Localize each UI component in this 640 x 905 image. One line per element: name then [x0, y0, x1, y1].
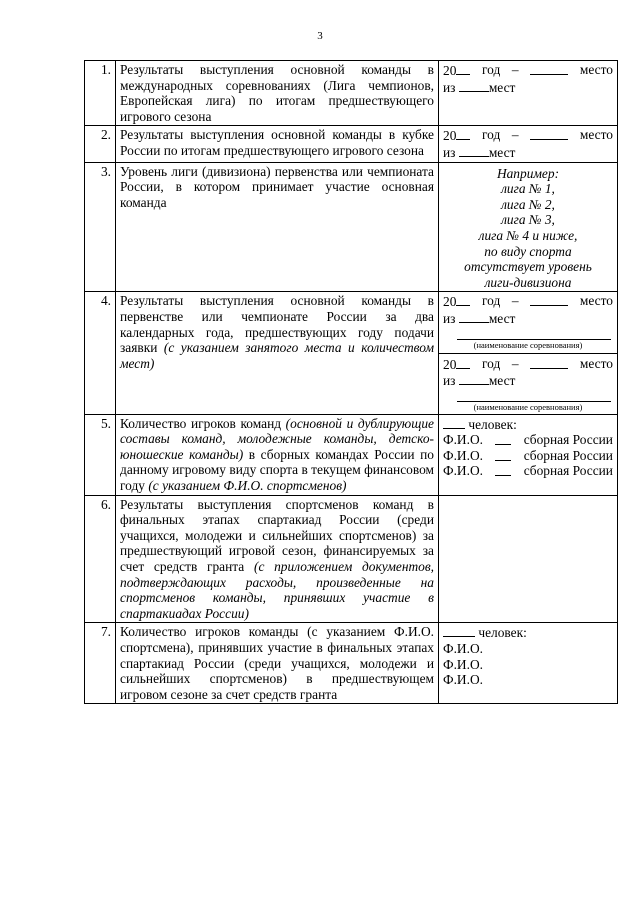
- row-number: 7.: [85, 623, 116, 704]
- table-row: [85, 495, 618, 623]
- league-example: Например: лига № 1, лига № 2, лига № 3, лига № 4 и ниже, по виду спорта отсутствует уровень лиги-дивизиона: [464, 165, 592, 290]
- year-place-line: 20 год – место: [443, 355, 613, 372]
- row-description: Результаты выступления спортсменов команд в финальных этапах спартакиад России (среди учащихся, молодежи и сильнейших спортсменов) за предшествующий игровой сезон, финансируемых за счет средств гранта (с приложением документов, подтверждающих расходы, произведенные на спортсменов команды, принявших участие в спартакиадах России): [116, 495, 439, 623]
- fio-line: Ф.И.О. сборная России: [443, 432, 613, 448]
- row-description: Количество игроков команды (с указанием Ф.И.О. спортсмена), принявших участие в финальных этапах спартакиад России (среди учащихся, молодежи и сильнейших спортсменов) в предшествующем игровом сезоне за счет средств гранта: [116, 623, 439, 704]
- row-value: [439, 126, 618, 162]
- of-places-line: из мест: [443, 310, 516, 326]
- row-number: 2.: [85, 126, 116, 162]
- table-row: [85, 414, 618, 495]
- row-number: 1.: [85, 61, 116, 126]
- row-value: [439, 162, 618, 292]
- table-row: [85, 126, 618, 162]
- sub-divider: [439, 353, 617, 354]
- row-value: [439, 414, 618, 495]
- row-description: Результаты выступления основной команды в международных соревнованиях (Лига чемпионов, Европейская лига) по итогам предшествующего игрового сезона: [116, 61, 439, 126]
- year-place-line: 20 год – место: [443, 62, 613, 78]
- competition-name-line: [457, 389, 611, 402]
- fio-line: Ф.И.О. сборная России: [443, 447, 613, 463]
- table-row: [85, 162, 618, 292]
- of-places-line: из мест: [443, 79, 516, 95]
- table-row: [85, 292, 618, 414]
- row-number: 4.: [85, 292, 116, 414]
- competition-name-caption: (наименование соревнования): [473, 401, 583, 412]
- form-table: [84, 60, 618, 704]
- fio-line: Ф.И.О.: [443, 656, 483, 672]
- people-count-line: человек:: [443, 624, 613, 641]
- year-place-line: 20 год – место: [443, 293, 613, 310]
- table-row: [85, 623, 618, 704]
- row-description: Уровень лиги (дивизиона) первенства или чемпионата России, в котором принимает участие основная команда: [116, 162, 439, 292]
- row-description: Результаты выступления основной команды в кубке России по итогам предшествующего игрового сезона: [116, 126, 439, 162]
- row-number: 5.: [85, 414, 116, 495]
- row-value: [439, 61, 618, 126]
- row-description: Количество игроков команд (основной и дублирующие составы команд, молодежные команды, детско-юношеские команды) в сборных командах России по данному игровому виду спорта в текущем финансовом году (с указанием Ф.И.О. спортсменов): [116, 414, 439, 495]
- of-places-line: из мест: [443, 373, 516, 389]
- fio-line: Ф.И.О. сборная России: [443, 463, 613, 479]
- row-number: 3.: [85, 162, 116, 292]
- page-number: 3: [317, 30, 323, 42]
- competition-name-line: [457, 327, 611, 340]
- row-value: [439, 292, 618, 414]
- competition-name-caption: (наименование соревнования): [473, 339, 583, 350]
- row-value: [439, 495, 618, 623]
- people-count-line: человек:: [443, 416, 613, 433]
- fio-line: Ф.И.О.: [443, 672, 483, 688]
- row-description: Результаты выступления основной команды в первенстве или чемпионате России за два календарных года, предшествующих году подачи заявки (с указанием занятого места и количеством мест): [116, 292, 439, 414]
- of-places-line: из мест: [443, 144, 516, 160]
- row-value: [439, 623, 618, 704]
- year-place-line: 20 год – место: [443, 127, 613, 144]
- row-number: 6.: [85, 495, 116, 623]
- table-row: [85, 61, 618, 126]
- fio-line: Ф.И.О.: [443, 641, 483, 656]
